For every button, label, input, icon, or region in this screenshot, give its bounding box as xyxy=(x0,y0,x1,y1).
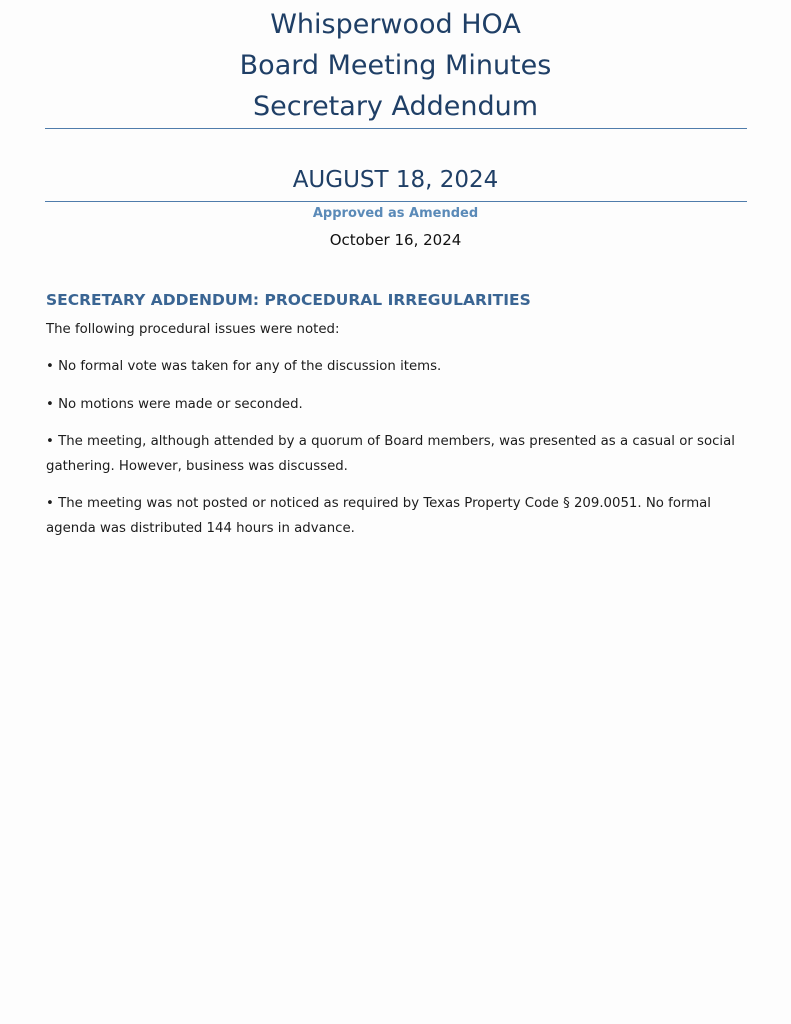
bullet-item: • The meeting, although attended by a quorum of Board members, was presented as a casual or social gathering. However, business was discussed. xyxy=(46,434,735,474)
title-line-hoa-name: Whisperwood HOA xyxy=(270,9,521,40)
section-heading: SECRETARY ADDENDUM: PROCEDURAL IRREGULARITIES xyxy=(46,291,531,309)
title-line-addendum: Secretary Addendum xyxy=(252,91,539,122)
bullet-item: • No formal vote was taken for any of the discussion items. xyxy=(46,359,442,374)
title-divider xyxy=(45,128,747,129)
meeting-date: AUGUST 18, 2024 xyxy=(292,167,499,193)
approval-status: Approved as Amended xyxy=(312,206,479,221)
document-title xyxy=(0,4,791,127)
approval-date: October 16, 2024 xyxy=(329,231,462,249)
title-line-document-type: Board Meeting Minutes xyxy=(239,50,552,81)
date-divider xyxy=(45,201,747,202)
section-intro: The following procedural issues were noted: xyxy=(46,322,340,337)
bullet-item: • The meeting was not posted or noticed as required by Texas Property Code § 209.0051. No formal agenda was distributed 144 hours in advance. xyxy=(46,496,711,536)
bullet-item: • No motions were made or seconded. xyxy=(46,397,303,412)
